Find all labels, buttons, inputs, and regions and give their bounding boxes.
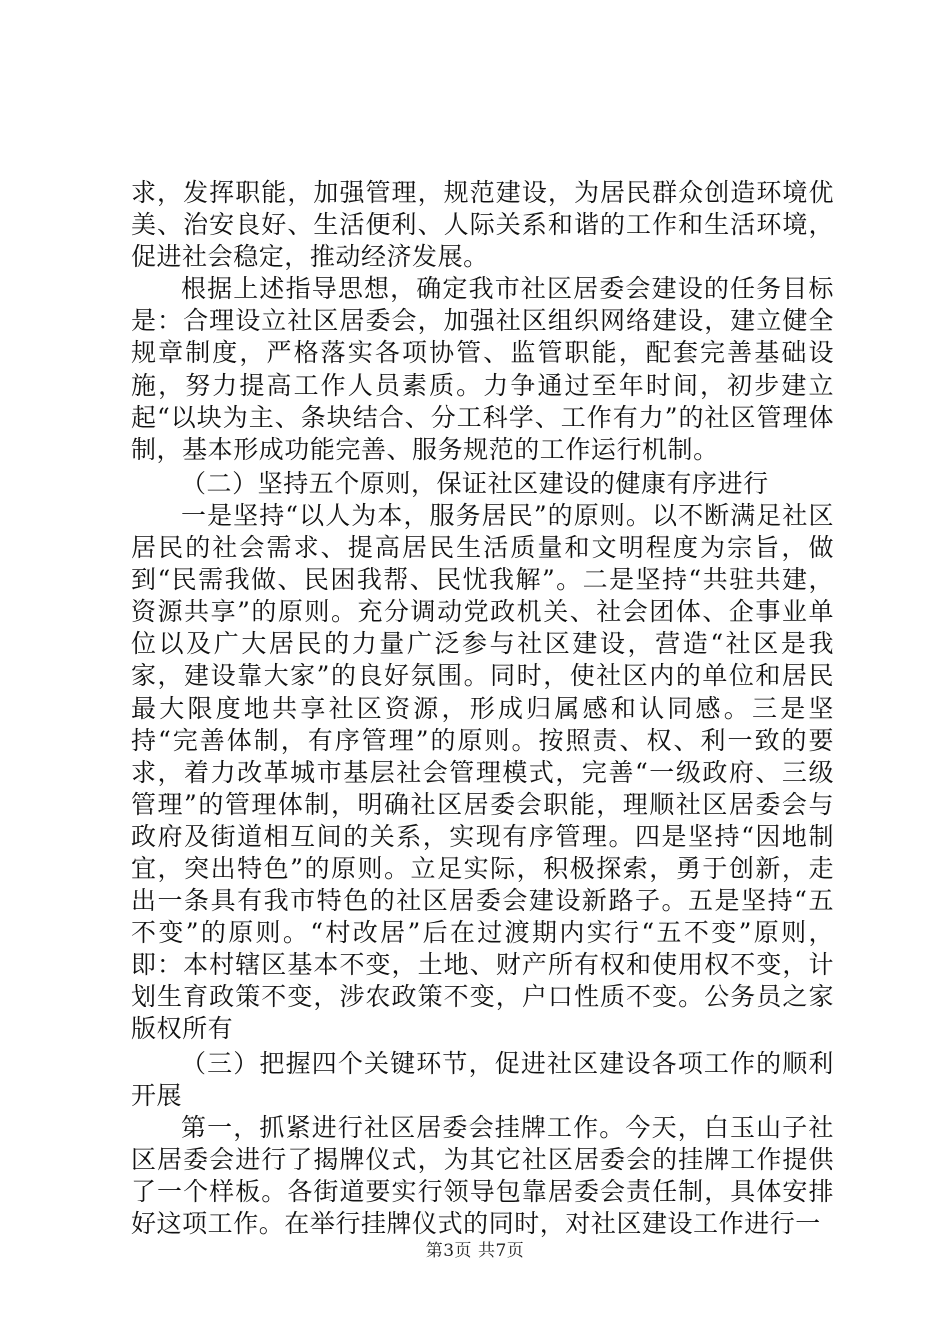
section-heading-key-links: （三）把握四个关键环节，促进社区建设各项工作的顺利开展: [131, 1048, 834, 1110]
document-body: [131, 177, 834, 1240]
paragraph-task-goals: 根据上述指导思想，确定我市社区居委会建设的任务目标是：合理设立社区居委会，加强社区组织网络建设，建立健全规章制度，严格落实各项协管、监管职能，配套完善基础设施，努力提高工作人员素质。力争通过至年时间，初步建立起“以块为主、条块结合、分工科学、工作有力”的社区管理体制，基本形成功能完善、服务规范的工作运行机制。: [131, 274, 834, 464]
paragraph-principles: 一是坚持“以人为本，服务居民”的原则。以不断满足社区居民的社会需求、提高居民生活质量和文明程度为宗旨，做到“民需我做、民困我帮、民忧我解”。二是坚持“共驻共建，资源共享”的原则。充分调动党政机关、社会团体、企事业单位以及广大居民的力量广泛参与社区建设，营造“社区是我家，建设靠大家”的良好氛围。同时，使社区内的单位和居民最大限度地共享社区资源，形成归属感和认同感。三是坚持“完善体制，有序管理”的原则。按照责、权、利一致的要求，着力改革城市基层社会管理模式，完善“一级政府、三级管理”的管理体制，明确社区居委会职能，理顺社区居委会与政府及街道相互间的关系，实现有序管理。四是坚持“因地制宜，突出特色”的原则。立足实际，积极探索，勇于创新，走出一条具有我市特色的社区居委会建设新路子。五是坚持“五不变”的原则。“村改居”后在过渡期内实行“五不变”原则，即：本村辖区基本不变，土地、财产所有权和使用权不变，计划生育政策不变，涉农政策不变，户口性质不变。公务员之家版权所有: [131, 500, 834, 1044]
section-heading-principles: （二）坚持五个原则，保证社区建设的健康有序进行: [181, 468, 769, 498]
paragraph-continuation: 求，发挥职能，加强管理，规范建设，为居民群众创造环境优美、治安良好、生活便利、人际关系和谐的工作和生活环境，促进社会稳定，推动经济发展。: [131, 178, 834, 272]
paragraph-first-step: 第一，抓紧进行社区居委会挂牌工作。今天，白玉山子社区居委会进行了揭牌仪式，为其它社区居委会的挂牌工作提供了一个样板。各街道要实行领导包靠居委会责任制，具体安排好这项工作。在举行挂牌仪式的同时，对社区建设工作进行一: [131, 1112, 834, 1238]
page-number-footer: 第3页 共7页: [425, 1241, 525, 1261]
